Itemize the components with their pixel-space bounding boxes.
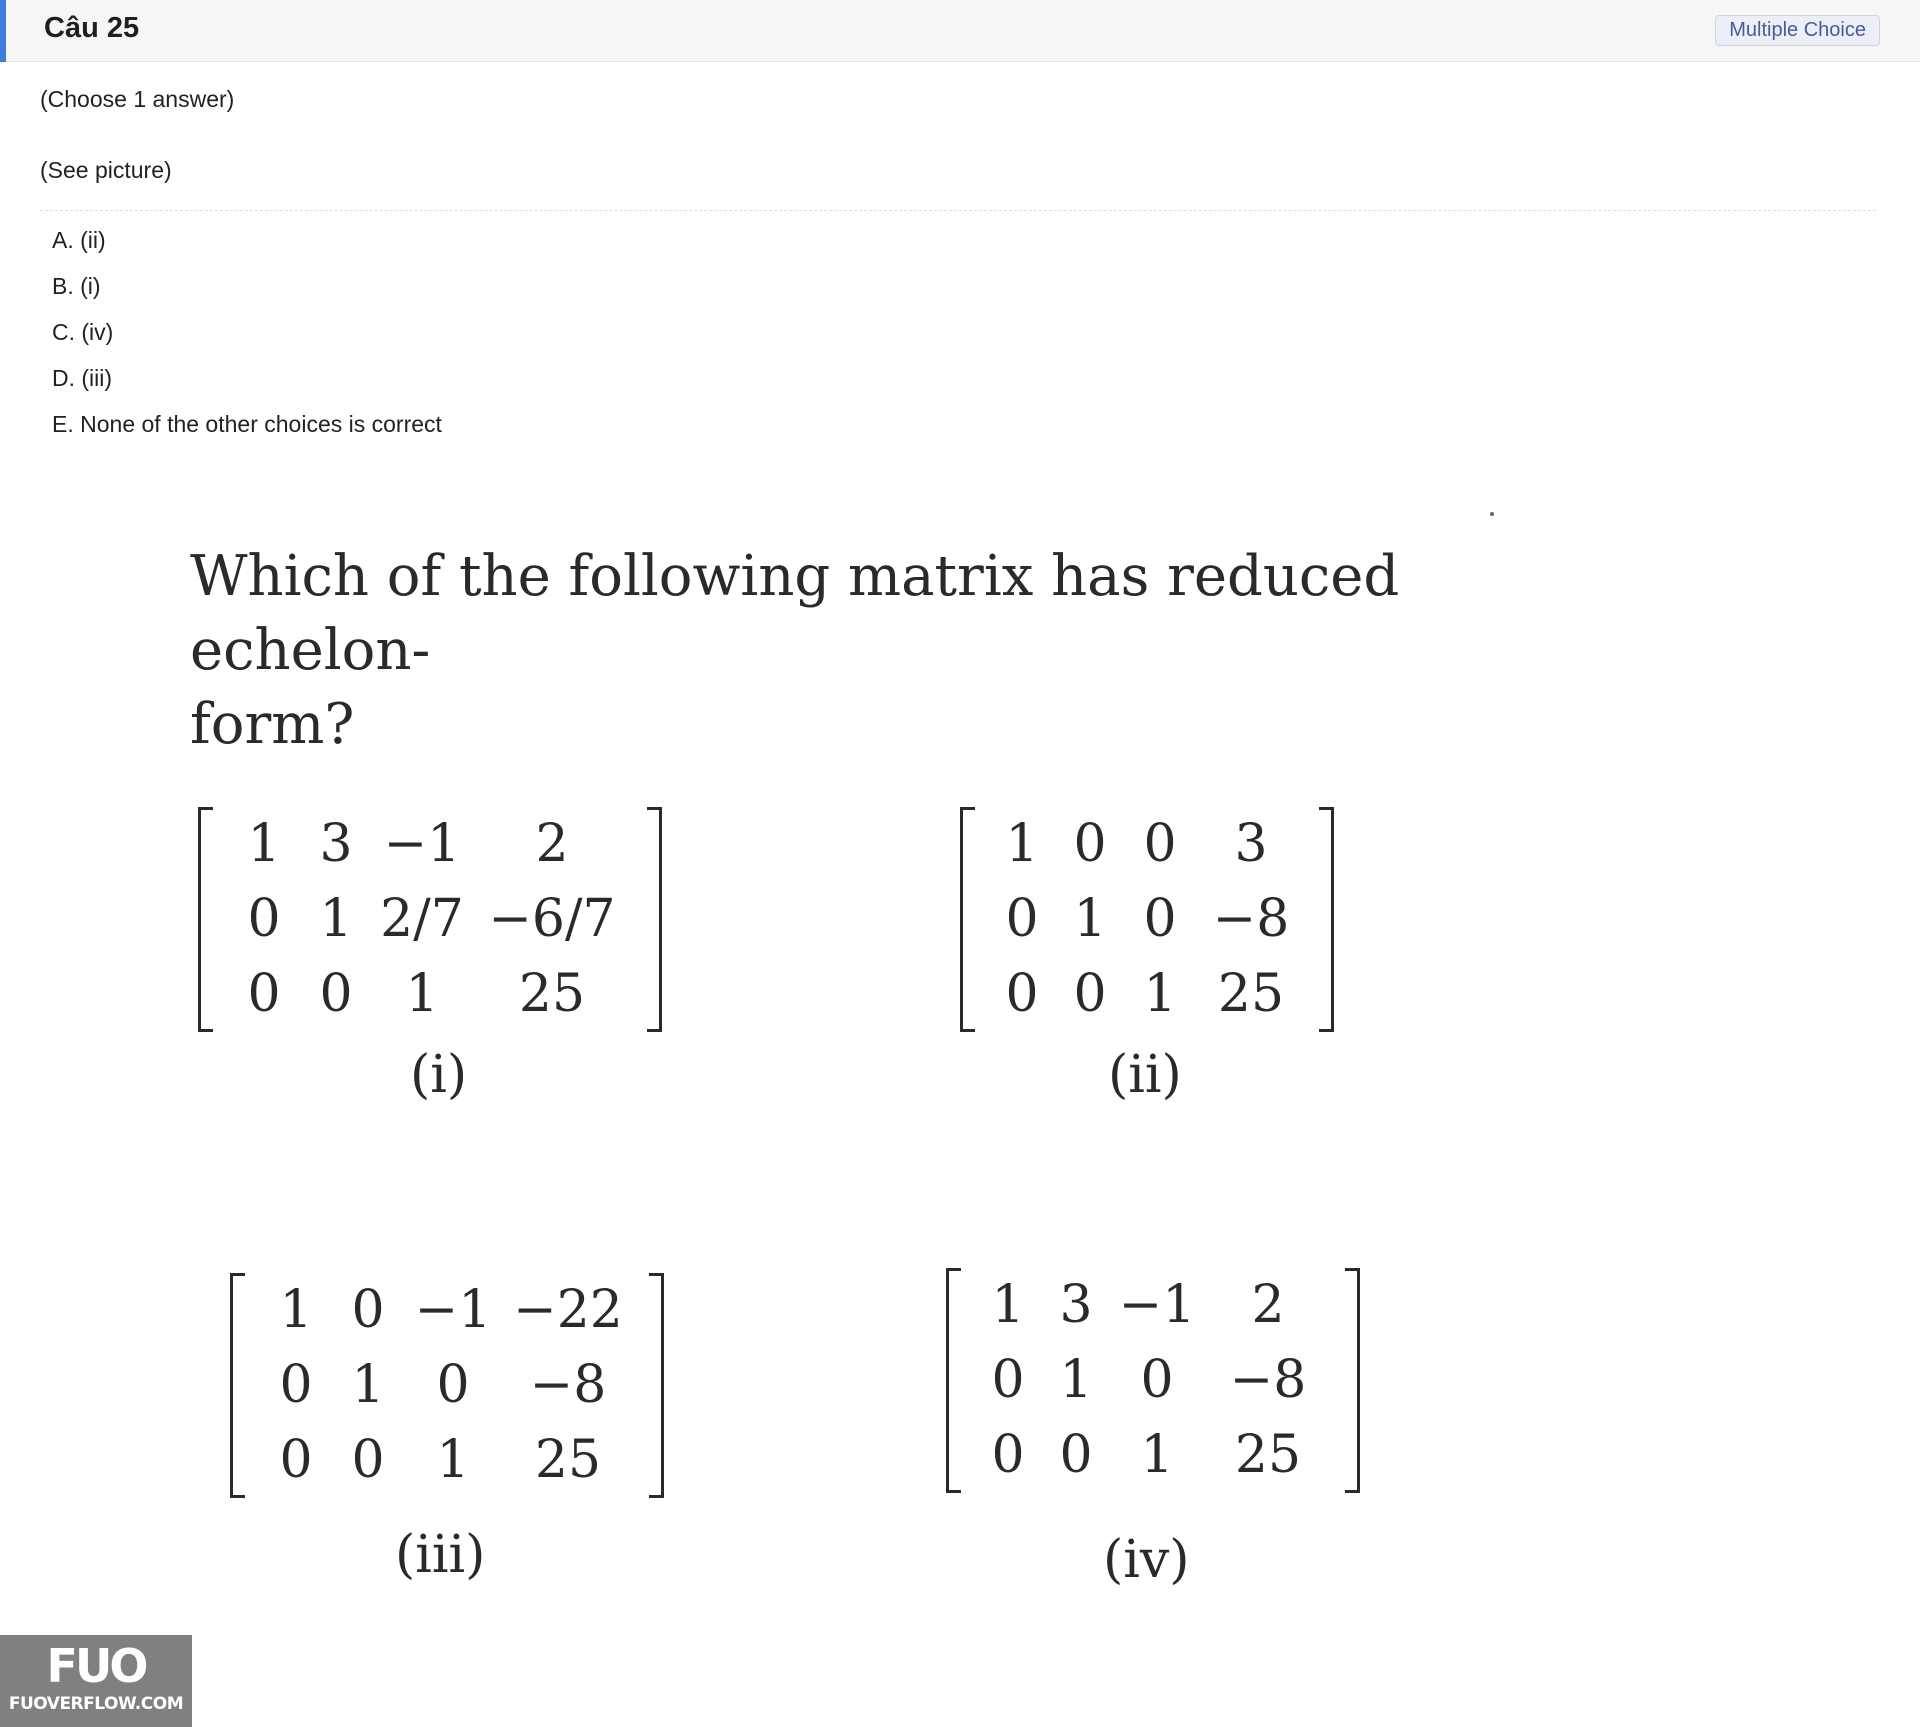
matrix-grid xyxy=(974,1268,1332,1493)
option-text: (ii) xyxy=(80,227,106,253)
matrix-row xyxy=(260,1273,634,1348)
matrix-row xyxy=(988,957,1306,1032)
matrix-iv xyxy=(946,1268,1360,1493)
bracket-right xyxy=(1319,807,1334,1032)
matrix-cell: 1 xyxy=(1073,889,1107,949)
matrix-cell: 1 xyxy=(991,1275,1025,1335)
matrix-cell: 0 xyxy=(247,964,281,1024)
matrix-cell: −1 xyxy=(383,814,461,874)
option-text: (iii) xyxy=(81,365,113,391)
option-text: None of the other choices is correct xyxy=(80,411,442,437)
bracket-left xyxy=(960,807,975,1032)
bracket-left xyxy=(198,807,213,1032)
matrix-label: (iii) xyxy=(395,1525,486,1585)
matrix-row xyxy=(974,1418,1332,1493)
matrix-row xyxy=(988,882,1306,957)
option-letter: E. xyxy=(52,411,74,437)
option-letter: A. xyxy=(52,227,74,253)
option-a[interactable] xyxy=(52,227,106,254)
matrix-cell: 1 xyxy=(436,1430,470,1490)
matrix-label: (i) xyxy=(410,1045,468,1105)
matrix-iii xyxy=(230,1273,664,1498)
option-c[interactable] xyxy=(52,319,113,346)
matrix-cell: 0 xyxy=(1143,814,1177,874)
bracket-right xyxy=(649,1273,664,1498)
option-e[interactable] xyxy=(52,411,442,438)
matrix-cell: 0 xyxy=(1140,1350,1174,1410)
option-b[interactable] xyxy=(52,273,101,300)
matrix-cell: 25 xyxy=(534,1430,602,1490)
matrix-cell: 0 xyxy=(1005,964,1039,1024)
matrix-row xyxy=(974,1343,1332,1418)
matrix-cell: 3 xyxy=(1234,814,1268,874)
matrix-row xyxy=(988,807,1306,882)
matrix-grid xyxy=(260,1273,634,1498)
image-speck xyxy=(1490,512,1494,516)
matrix-cell: −1 xyxy=(1118,1275,1196,1335)
fuo-logo: FUO xyxy=(46,1639,146,1693)
picture-question-text xyxy=(190,540,1490,762)
matrix-cell: 0 xyxy=(991,1425,1025,1485)
matrix-cell: 1 xyxy=(351,1355,385,1415)
matrix-cell: 1 xyxy=(279,1280,313,1340)
bracket-right xyxy=(1345,1268,1360,1493)
matrix-cell: 0 xyxy=(1073,964,1107,1024)
matrix-cell: 25 xyxy=(1234,1425,1302,1485)
bracket-left xyxy=(230,1273,245,1498)
divider xyxy=(40,210,1876,211)
matrix-cell: 25 xyxy=(518,964,586,1024)
matrix-cell: 0 xyxy=(351,1430,385,1490)
matrix-ii xyxy=(960,807,1334,1032)
matrix-cell: 1 xyxy=(1059,1350,1093,1410)
option-text: (i) xyxy=(80,273,101,299)
matrix-cell: −1 xyxy=(414,1280,492,1340)
question-picture xyxy=(160,490,1520,1620)
option-letter: D. xyxy=(52,365,75,391)
matrix-cell: 2 xyxy=(535,814,569,874)
matrix-cell: 1 xyxy=(1143,964,1177,1024)
matrix-row xyxy=(260,1423,634,1498)
matrix-cell: 2 xyxy=(1251,1275,1285,1335)
matrix-cell: −22 xyxy=(513,1280,623,1340)
matrix-cell: 0 xyxy=(279,1355,313,1415)
option-d[interactable] xyxy=(52,365,112,392)
picture-question-line: Which of the following matrix has reduced echelon- xyxy=(190,544,1400,683)
matrix-cell: −6/7 xyxy=(488,889,616,949)
bracket-right xyxy=(647,807,662,1032)
matrix-row xyxy=(228,957,632,1032)
matrix-grid xyxy=(988,807,1306,1032)
question-title: Câu 25 xyxy=(44,12,140,44)
matrix-cell: 0 xyxy=(1005,889,1039,949)
matrix-cell: −8 xyxy=(1212,889,1290,949)
matrix-cell: 1 xyxy=(319,889,353,949)
matrix-cell: 0 xyxy=(351,1280,385,1340)
matrix-grid xyxy=(228,807,632,1032)
matrix-row xyxy=(228,882,632,957)
matrix-cell: 25 xyxy=(1217,964,1285,1024)
question-instruction: (Choose 1 answer) xyxy=(40,86,235,112)
matrix-cell: −8 xyxy=(1229,1350,1307,1410)
option-text: (iv) xyxy=(81,319,114,345)
matrix-row xyxy=(228,807,632,882)
option-letter: C. xyxy=(52,319,75,345)
option-letter: B. xyxy=(52,273,74,299)
matrix-cell: 0 xyxy=(1073,814,1107,874)
picture-question-line: form? xyxy=(190,692,355,757)
header-accent-bar xyxy=(0,0,6,62)
matrix-cell: 0 xyxy=(319,964,353,1024)
matrix-cell: 0 xyxy=(1059,1425,1093,1485)
matrix-cell: 0 xyxy=(436,1355,470,1415)
matrix-cell: 1 xyxy=(1140,1425,1174,1485)
question-header xyxy=(0,0,1920,62)
matrix-cell: 1 xyxy=(247,814,281,874)
watermark-site: FUOVERFLOW.COM xyxy=(8,1694,184,1714)
matrix-row xyxy=(974,1268,1332,1343)
question-prompt: (See picture) xyxy=(40,157,172,183)
matrix-cell: 1 xyxy=(405,964,439,1024)
matrix-cell: 3 xyxy=(1059,1275,1093,1335)
bracket-left xyxy=(946,1268,961,1493)
question-type-badge: Multiple Choice xyxy=(1715,15,1880,46)
matrix-cell: 0 xyxy=(1143,889,1177,949)
matrix-label: (iv) xyxy=(1103,1530,1190,1590)
matrix-cell: 0 xyxy=(991,1350,1025,1410)
matrix-cell: 0 xyxy=(279,1430,313,1490)
matrix-cell: 3 xyxy=(319,814,353,874)
matrix-i xyxy=(198,807,662,1032)
matrix-cell: −8 xyxy=(529,1355,607,1415)
matrix-label: (ii) xyxy=(1108,1045,1182,1105)
matrix-cell: 0 xyxy=(247,889,281,949)
matrix-row xyxy=(260,1348,634,1423)
fuoverflow-watermark xyxy=(0,1635,192,1727)
matrix-cell: 2/7 xyxy=(380,889,464,949)
matrix-cell: 1 xyxy=(1005,814,1039,874)
